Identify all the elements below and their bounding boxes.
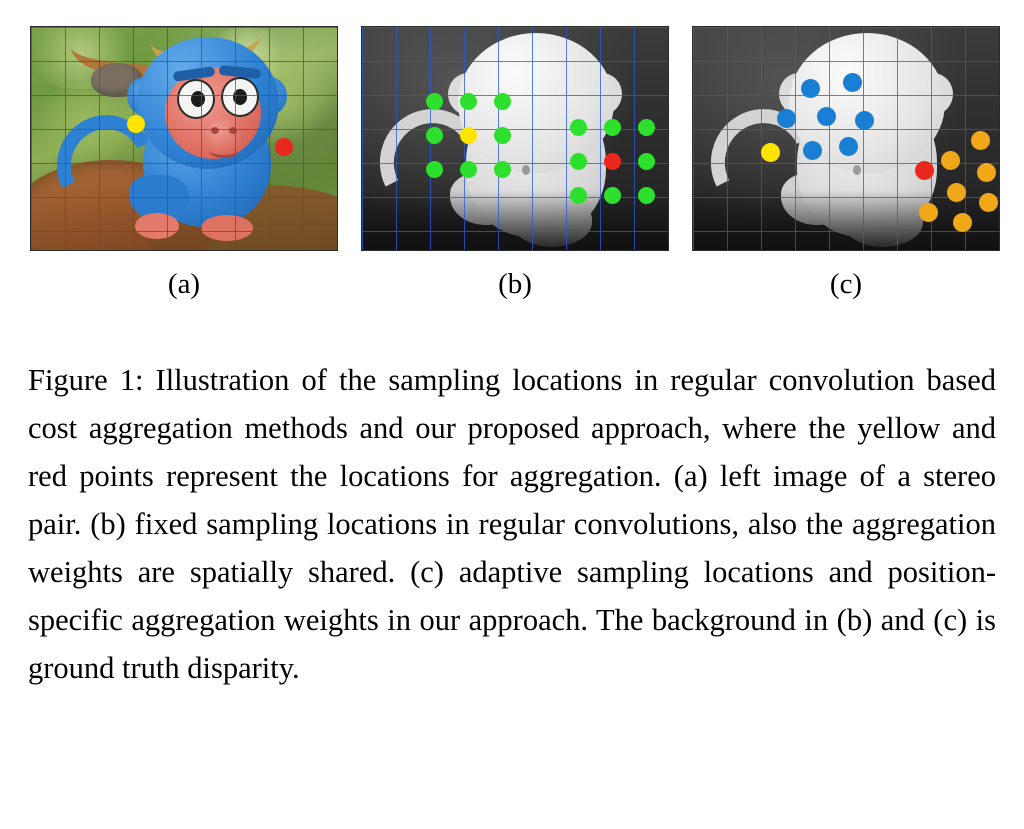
sampling-point-green xyxy=(460,161,477,178)
sampling-point-green xyxy=(638,187,655,204)
sampling-point-orange xyxy=(953,213,972,232)
sublabel-c: (c) xyxy=(829,268,863,300)
red-point xyxy=(604,153,621,170)
figure-caption: Figure 1: Illustration of the sampling locations in regular convolution based cost aggregation methods and our proposed approach, where the yellow and red points represent the locations for aggregation. (a) left image of a stereo pair. (b) fixed sampling locations in regular convolutions, also the aggregation weights are spatially shared. (c) adaptive sampling locations and position-specific aggregation weights in our approach. The background in (b) and (c) is ground truth disparity. xyxy=(28,363,996,685)
disparity-floor xyxy=(362,190,668,250)
sampling-point-blue xyxy=(803,141,822,160)
sampling-point-green xyxy=(570,187,587,204)
yellow-point xyxy=(460,127,477,144)
sampling-point-green xyxy=(570,119,587,136)
sampling-point-orange xyxy=(971,131,990,150)
sampling-point-green xyxy=(494,93,511,110)
sampling-point-blue xyxy=(801,79,820,98)
sampling-point-green xyxy=(426,127,443,144)
monkey-foot xyxy=(201,215,253,241)
monkey-pupil-right xyxy=(233,89,247,105)
monkey-nostril-left xyxy=(211,127,219,134)
panel-a-left-image xyxy=(30,26,338,251)
sampling-point-green xyxy=(638,153,655,170)
sampling-point-green xyxy=(426,161,443,178)
sampling-point-green xyxy=(494,127,511,144)
disparity-eye xyxy=(522,165,530,175)
red-point xyxy=(915,161,934,180)
sublabel-a: (a) xyxy=(167,268,201,300)
red-point xyxy=(275,138,293,156)
sampling-point-blue xyxy=(839,137,858,156)
disparity-head xyxy=(458,33,614,173)
sampling-point-blue xyxy=(777,109,796,128)
yellow-point xyxy=(761,143,780,162)
monkey-nostril-right xyxy=(229,127,237,134)
monkey-hand xyxy=(135,213,179,239)
sampling-point-green xyxy=(604,187,621,204)
sampling-point-blue xyxy=(817,107,836,126)
monkey-pupil-left xyxy=(191,91,205,107)
sampling-point-orange xyxy=(919,203,938,222)
sampling-point-orange xyxy=(941,151,960,170)
sampling-point-orange xyxy=(977,163,996,182)
sampling-point-orange xyxy=(947,183,966,202)
sampling-point-blue xyxy=(843,73,862,92)
sampling-point-green xyxy=(460,93,477,110)
sampling-point-green xyxy=(570,153,587,170)
sampling-point-green xyxy=(494,161,511,178)
panel-c-adaptive-sampling xyxy=(692,26,1000,251)
panel-b-regular-convolution xyxy=(361,26,669,251)
sublabel-b: (b) xyxy=(498,268,532,300)
panel-sublabels xyxy=(30,268,1000,308)
sampling-point-orange xyxy=(979,193,998,212)
sampling-point-green xyxy=(638,119,655,136)
disparity-background xyxy=(362,27,668,250)
figure-panels xyxy=(30,26,1000,251)
sampling-point-green xyxy=(426,93,443,110)
disparity-eye xyxy=(853,165,861,175)
yellow-point xyxy=(127,115,145,133)
photo-background xyxy=(31,27,337,250)
sampling-point-blue xyxy=(855,111,874,130)
monkey-mouth xyxy=(209,143,239,158)
sampling-point-green xyxy=(604,119,621,136)
